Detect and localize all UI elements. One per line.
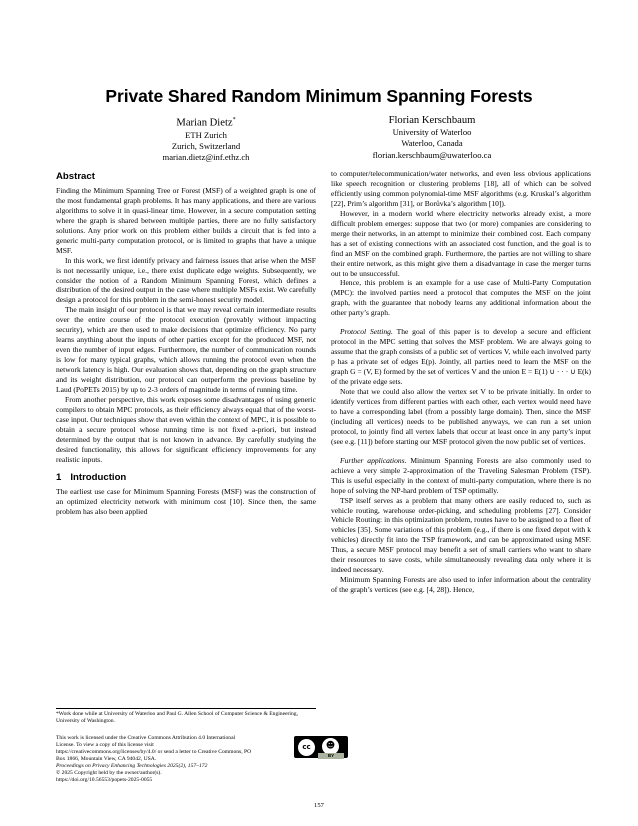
- author-location: Zurich, Switzerland: [171, 140, 241, 151]
- paragraph-gap: [331, 447, 591, 456]
- section-heading: [56, 473, 316, 483]
- author-location: Waterloo, Canada: [401, 138, 463, 149]
- section-number: 1: [56, 471, 62, 483]
- body-paragraph: to computer/telecommunication/water networks, and even less obvious applications like speech recognition or clustering problems [18], all of which can be solved efficiently using common polynomial-time MSF algorithms (e.g. Kruskal’s algorithm [22], Prim’s algorithm [31], or Borůvka’s algorithm [10]).: [331, 169, 591, 208]
- abstract-paragraph: The main insight of our protocol is that we may reveal certain intermediate results over the entire course of the protocol execution (provably without impacting security), which are then used to make decisions that optimize efficiency. No party learns anything about the inputs of other parties except for the produced MSF, not even the number of input edges. Furthermore, the number of communication rounds is low for many typical graphs, which allows running the protocol even when the network latency is high. Our evaluation shows that, depending on the graph structure and its weight distribution, our protocol can outperform the previous baseline by Laud (PoPETs 2015) by up to 2-3 orders of magnitude in terms of running time.: [56, 305, 316, 395]
- paragraph-lead: Protocol Setting.: [340, 327, 393, 337]
- cc-icon: cc: [297, 738, 316, 757]
- left-column: [56, 169, 316, 516]
- paragraph-gap: [331, 318, 591, 327]
- cc-by-license-badge[interactable]: [294, 736, 348, 758]
- author-affiliation: University of Waterloo: [392, 127, 472, 137]
- paragraph-lead: Further applications.: [340, 455, 407, 465]
- author-email[interactable]: marian.dietz@inf.ethz.ch: [162, 152, 250, 163]
- body-paragraph: TSP itself serves as a problem that many others are easily reduced to, such as vehicle routing, warehouse order-picking, and scheduling problems [27]. Consider Vehicle Routing: in this optimization problem, routes have to be assigned to a fleet of vehicles [35]. Some variations of this problem (e.g., if there is one fixed depot with k vehicles) directly fit into the TSP framework, and can be approximated using MSF. Thus, a secure MSF protocol may benefit a set of small carriers who want to share their resources to save costs, while simultaneously revealing data only where it is indeed necessary.: [331, 495, 591, 575]
- intro-paragraph: The earliest use case for Minimum Spanning Forests (MSF) was the construction of an optimized electricity network with minimum cost [10]. Since then, the same problem has also been applied: [56, 486, 316, 516]
- page-number: 157: [314, 802, 324, 809]
- person-icon: ☻: [322, 738, 339, 755]
- abstract-paragraph: In this work, we first identify privacy and fairness issues that arise when the MSF is not necessarily unique, i.e., there exist duplicate edge weights. Subsequently, we consider the notion of a Random Minimum Spanning Forest, which defines a distribution of the desired output in the case where multiple MSFs exist. We carefully design a protocol for this problem in the semi-honest security model.: [56, 255, 316, 305]
- abstract-paragraph: From another perspective, this work exposes some disadvantages of using generic compilers to obtain MPC protocols, as their efficiency always equal that of the worst-case input. Our techniques show that even within the context of MPC, it is possible to obtain a secure protocol whose running time is not fixed a-priori, but instead determined by the output that is not known in advance. By carefully studying the desired functionality, this allows for significant efficiency improvements for any realistic inputs.: [56, 394, 316, 464]
- by-label: BY: [318, 753, 344, 759]
- paper-title: Private Shared Random Minimum Spanning Forests: [105, 86, 533, 106]
- proceedings-line: Proceedings on Privacy Enhancing Technologies 2025(2), 157–172: [56, 763, 208, 769]
- abstract-heading: Abstract: [56, 171, 95, 182]
- license-text: This work is licensed under the Creative Commons Attribution 4.0 International License. To view a copy of this license visit https://creativecommons.org/licenses/by/4.0/ or send a letter to Creative Commons, PO Box 1866, Mountain View, CA 94042, USA.: [56, 735, 252, 762]
- author-name: Florian Kerschbaum: [388, 115, 476, 126]
- paragraph-text: Minimum Spanning Forests are also commonly used to achieve a very simple 2-approximation of the Traveling Salesman Problem (TSP). This is useful especially in the context of multi-party computation, where there is no hope of solving the NP-hard problem of TSP optimally.: [331, 455, 591, 495]
- author-email[interactable]: florian.kerschbaum@uwaterloo.ca: [372, 149, 492, 160]
- right-column: [331, 169, 591, 595]
- copyright-line: © 2025 Copyright held by the owner/author(s).: [56, 770, 162, 776]
- body-paragraph: Note that we could also allow the vertex set V to be private initially. In order to identify vertices from different parties with each other, each vertex would need have to have a corresponding label (from a possibly large domain). Then, since the MSF (including all vertices) needs to be published anyways, we can run a set union protocol, to jointly find all vertex labels that occur at least once in any party’s input (see e.g. [11]) before starting our MSF protocol given the now public set of vertices.: [331, 387, 591, 446]
- author-block-1: [76, 114, 336, 164]
- section-title: Introduction: [70, 471, 127, 483]
- author-footnote: *Work done while at University of Waterloo and Paul G. Allen School of Computer Science & Engineering, University of Washington.: [56, 708, 316, 725]
- paragraph-text: The goal of this paper is to develop a secure and efficient protocol in the MPC setting that solves the MSF problem. We are always going to assume that the graph consists of a public set of vertices V, while each involved party p has a private set of edges E(p). Jointly, all parties need to learn the MSF on the graph G = (V, E) formed by the set of vertices V and the union E = E(1) ∪ · · · ∪ E(k) of the private edge sets.: [331, 327, 591, 387]
- author-name-text: Marian Dietz: [176, 117, 233, 129]
- body-paragraph: However, in a modern world where electricity networks already exist, a more difficult problem emerges: suppose that two (or more) companies are considering to merge their networks, in an attempt to minimize their combined cost. Each company has a set of existing connections with an associated cost function, and the goal is to find an MSF on the combined graph. Furthermore, the parties are not willing to share their entire network, as this might give them a disadvantage in case the merger turns out to be unsuccessful.: [331, 208, 591, 278]
- body-paragraph: Minimum Spanning Forests are also used to infer information about the centrality of the graph’s vertices (see e.g. [4, 28]). Hence,: [331, 575, 591, 595]
- body-paragraph: Hence, this problem is an example for a use case of Multi-Party Computation (MPC): the involved parties need a protocol that computes the MSF on the joint graph, with the guarantee that nobody learns any additional information about the other party’s graph.: [331, 278, 591, 318]
- author-affiliation: ETH Zurich: [185, 129, 227, 140]
- body-paragraph: [331, 456, 591, 496]
- doi-link[interactable]: https://doi.org/10.56553/popets-2025-0055: [56, 777, 153, 783]
- license-block: [56, 735, 336, 784]
- body-paragraph: [331, 327, 591, 387]
- author-footnote-mark: *: [232, 117, 236, 123]
- author-name: [76, 114, 336, 130]
- abstract-paragraph: Finding the Minimum Spanning Tree or Forest (MSF) of a weighted graph is one of the most fundamental graph problems. It has many applications, and there are various algorithms to solve it in quasi-linear time. However, in a secure computation setting where the graph is shared between multiple parties, there are no fully satisfactory solutions. Any prior work on this problem either builds a circuit that is fed into a generic multi-party computation protocol, or is limited to graphs that have a unique MSF.: [56, 185, 316, 255]
- author-block-2: [302, 114, 562, 161]
